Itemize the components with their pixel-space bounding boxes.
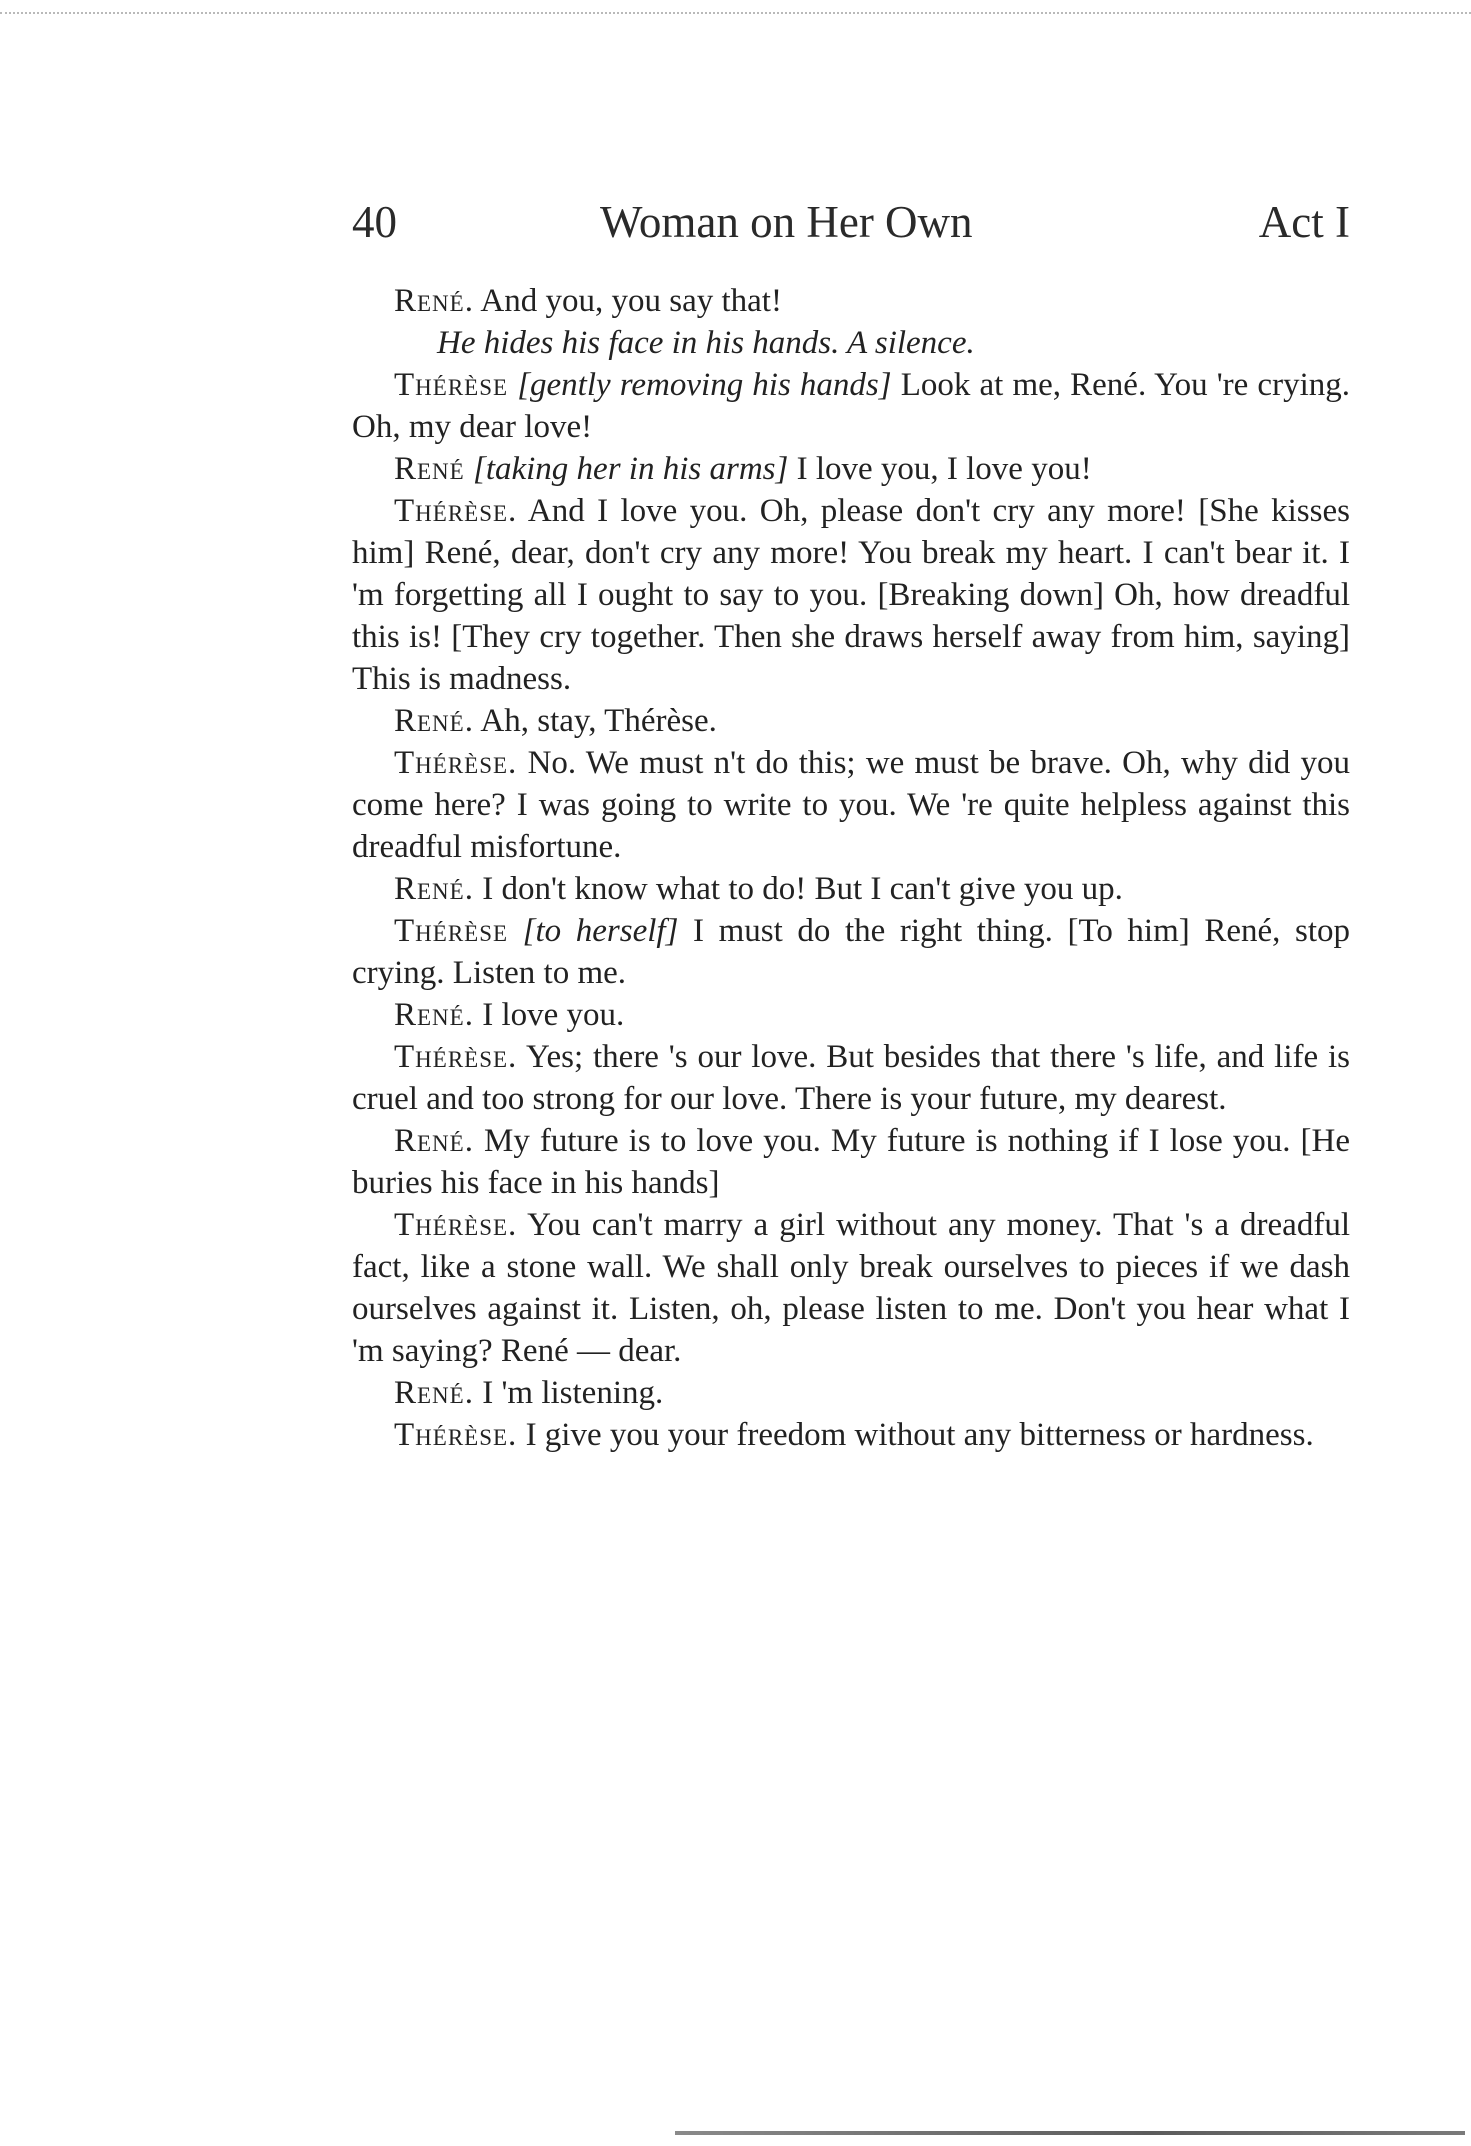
dialogue-line xyxy=(352,490,1350,700)
speech-text: I love you, I love you! xyxy=(796,451,1092,487)
stage-direction xyxy=(352,322,1350,364)
dialogue-line xyxy=(352,994,1350,1036)
speaker-name: Thérèse. xyxy=(394,1417,518,1453)
speaker-name: René. xyxy=(394,997,474,1033)
dialogue-line xyxy=(352,742,1350,868)
scan-edge-rule xyxy=(675,2131,1465,2135)
speaker-name: René. xyxy=(394,871,474,907)
speech-text: Yes; there 's our love. But besides that there 's life, and life is cruel and too strong for our love. There is your future, my dearest. xyxy=(352,1039,1350,1117)
scan-edge-rule xyxy=(0,12,1471,14)
speech-text: You can't marry a girl without any money. That 's a dreadful fact, like a stone wall. We shall only break ourselves to pieces if we dash ourselves against it. Listen, oh, please listen to me. Don't you hear what I 'm saying? René — dear. xyxy=(352,1207,1350,1369)
dialogue-line xyxy=(352,1204,1350,1372)
speech-text: I give you your freedom without any bitterness or hardness. xyxy=(525,1417,1314,1453)
inline-direction: [taking her in his arms] xyxy=(472,451,789,487)
running-header xyxy=(352,196,1350,256)
speech-text: And I love you. Oh, please don't cry any more! [She kisses him] René, dear, don't cry any more! You break my heart. I can't bear it. I 'm forgetting all I ought to say to you. [Breaking down] Oh, how dreadful this is! [They cry together. Then she draws herself away from him, saying] This is madness. xyxy=(352,493,1350,697)
dialogue-line xyxy=(352,1036,1350,1120)
stage-direction-text: He hides his face in his hands. A silence. xyxy=(437,325,975,361)
speaker-name: Thérèse xyxy=(394,913,509,949)
dialogue-line xyxy=(352,1414,1350,1456)
speech-text: Ah, stay, Thérèse. xyxy=(480,703,717,739)
speech-text: No. We must n't do this; we must be brave. Oh, why did you come here? I was going to write to you. We 're quite helpless against this dreadful misfortune. xyxy=(352,745,1350,865)
dialogue-line xyxy=(352,910,1350,994)
speaker-name: René xyxy=(394,451,465,487)
speech-text: I must do the right thing. [To him] René, stop crying. Listen to me. xyxy=(352,913,1350,991)
inline-direction: [to herself] xyxy=(522,913,679,949)
speaker-name: René. xyxy=(394,1375,474,1411)
play-text xyxy=(352,280,1350,1456)
page-number: 40 xyxy=(352,197,397,247)
speech-text: And you, you say that! xyxy=(480,283,782,319)
dialogue-line xyxy=(352,868,1350,910)
speech-text: I 'm listening. xyxy=(482,1375,664,1411)
speech-text: My future is to love you. My future is nothing if I lose you. [He buries his face in his hands] xyxy=(352,1123,1351,1201)
act-label: Act I xyxy=(1258,197,1350,247)
speaker-name: Thérèse. xyxy=(394,1207,518,1243)
dialogue-line xyxy=(352,280,1350,322)
speaker-name: Thérèse. xyxy=(394,745,518,781)
speaker-name: René. xyxy=(394,1123,474,1159)
dialogue-line xyxy=(352,1120,1350,1204)
speaker-name: Thérèse xyxy=(394,367,509,403)
speech-text: Look at me, René. You 're crying. Oh, my dear love! xyxy=(352,367,1350,445)
dialogue-line xyxy=(352,700,1350,742)
speaker-name: Thérèse. xyxy=(394,1039,518,1075)
speaker-name: Thérèse. xyxy=(394,493,518,529)
dialogue-line xyxy=(352,1372,1350,1414)
dialogue-line xyxy=(352,364,1350,448)
running-title: Woman on Her Own xyxy=(600,197,973,247)
speaker-name: René. xyxy=(394,703,474,739)
inline-direction: [gently removing his hands] xyxy=(517,367,892,403)
speech-text: I don't know what to do! But I can't give you up. xyxy=(482,871,1123,907)
speech-text: I love you. xyxy=(482,997,625,1033)
speaker-name: René. xyxy=(394,283,474,319)
dialogue-line xyxy=(352,448,1350,490)
